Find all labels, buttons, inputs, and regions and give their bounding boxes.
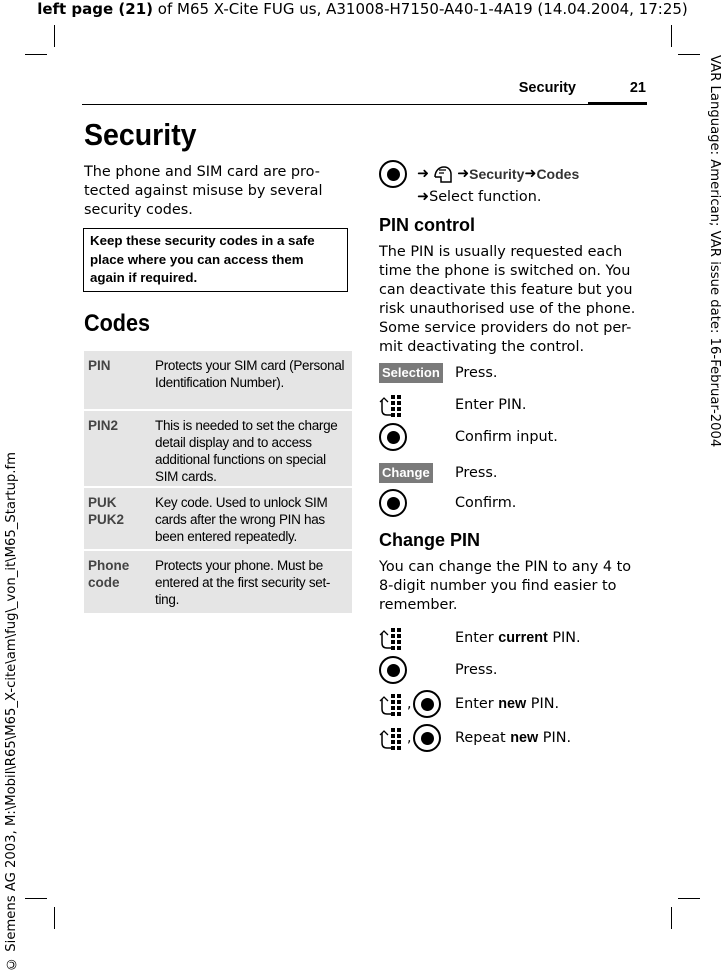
step-text: Press.	[455, 465, 498, 481]
step-text: Confirm.	[455, 495, 517, 511]
step-text: Repeat new PIN.	[455, 730, 572, 746]
step-text: Confirm input.	[455, 429, 558, 445]
code-description: Key code. Used to unlock SIM cards after the wrong PIN has been entered repeatedly.	[155, 495, 328, 544]
navigation-key-icon	[379, 160, 407, 188]
page-number: 21	[629, 80, 646, 96]
step-row	[379, 361, 647, 387]
keypad-icon	[379, 691, 405, 717]
navigation-key-icon	[379, 489, 407, 517]
step-text: Enter PIN.	[455, 397, 527, 413]
side-language-note: VAR Language: American; VAR issue date: 16-Februar-2004	[707, 55, 722, 448]
step-text: Enter new PIN.	[455, 696, 560, 712]
running-header-title: Security	[518, 80, 576, 96]
comma-separator: ,	[407, 696, 412, 712]
change-pin-heading: Change PIN	[379, 530, 481, 550]
arrow-icon: ➜	[417, 189, 430, 205]
step-row	[379, 393, 647, 419]
code-name: PIN	[88, 358, 111, 373]
step-text: Enter current PIN.	[455, 630, 581, 646]
menu-icon	[431, 163, 455, 185]
code-row	[84, 411, 352, 486]
arrow-icon: ➜	[417, 165, 430, 182]
step-text: Press.	[455, 662, 498, 678]
arrow-icon: ➜	[524, 165, 537, 182]
side-copyright-path: © Siemens AG 2003, M:\Mobil\R65\M65_X-cite\am\fug\_von_it\M65_Startup.fm	[4, 452, 19, 971]
step-row	[379, 626, 647, 652]
note-box: Keep these security codes in a safe place where you can access them again if required.	[83, 228, 348, 292]
keypad-icon	[379, 725, 405, 751]
code-description: This is needed to set the charge detail display and to access additional functions on special SIM cards.	[155, 418, 338, 484]
code-row	[84, 351, 352, 409]
navigation-key-icon	[413, 690, 441, 718]
code-description: Protects your phone. Must be entered at the first security set-ting.	[155, 558, 331, 607]
codes-heading: Codes	[84, 310, 151, 337]
navigation-key-icon	[379, 423, 407, 451]
step-text: Press.	[455, 365, 498, 381]
code-name: PUK PUK2	[88, 495, 125, 527]
header-rule	[82, 104, 647, 105]
codes-table	[84, 351, 352, 615]
step-row	[379, 692, 647, 718]
code-name: Phone code	[88, 558, 130, 590]
pin-control-heading: PIN control	[379, 215, 476, 235]
select-function-text: Select function.	[429, 189, 542, 205]
code-row	[84, 488, 352, 549]
navigation-key-icon	[379, 656, 407, 684]
step-row	[379, 658, 647, 684]
change-pin-text: You can change the PIN to any 4 to 8-digit number you find easier to remember.	[379, 559, 632, 613]
code-name: PIN2	[88, 418, 119, 433]
code-row	[84, 551, 352, 613]
slug-bold: left page (21)	[37, 0, 154, 18]
arrow-icon: ➜	[457, 165, 470, 182]
navigation-key-icon	[413, 724, 441, 752]
menu-path	[379, 160, 647, 207]
keypad-icon	[379, 625, 405, 651]
print-slug	[0, 0, 725, 18]
header-rule-accent	[588, 102, 647, 105]
softkey-change: Change	[379, 463, 433, 483]
keypad-icon	[379, 392, 405, 418]
menu-security: Security	[469, 165, 525, 182]
step-row	[379, 491, 647, 517]
slug-rest: of M65 X-Cite FUG us, A31008-H7150-A40-1-4A19 (14.04.2004, 17:25)	[153, 0, 688, 18]
menu-codes: Codes	[536, 165, 580, 182]
step-row	[379, 425, 647, 451]
step-row	[379, 726, 647, 752]
page-title: Security	[84, 117, 197, 152]
code-description: Protects your SIM card (Personal Identification Number).	[155, 358, 345, 390]
softkey-selection: Selection	[379, 363, 443, 383]
step-row	[379, 461, 647, 487]
pin-control-text: The PIN is usually requested each time the phone is switched on. You can deactivate this feature but you risk unauthorised use of the phone. Some service providers do not per-mit deactivating the control.	[379, 244, 636, 355]
intro-paragraph: The phone and SIM card are pro-tected against misuse by several security codes.	[84, 164, 323, 218]
comma-separator: ,	[407, 730, 412, 746]
